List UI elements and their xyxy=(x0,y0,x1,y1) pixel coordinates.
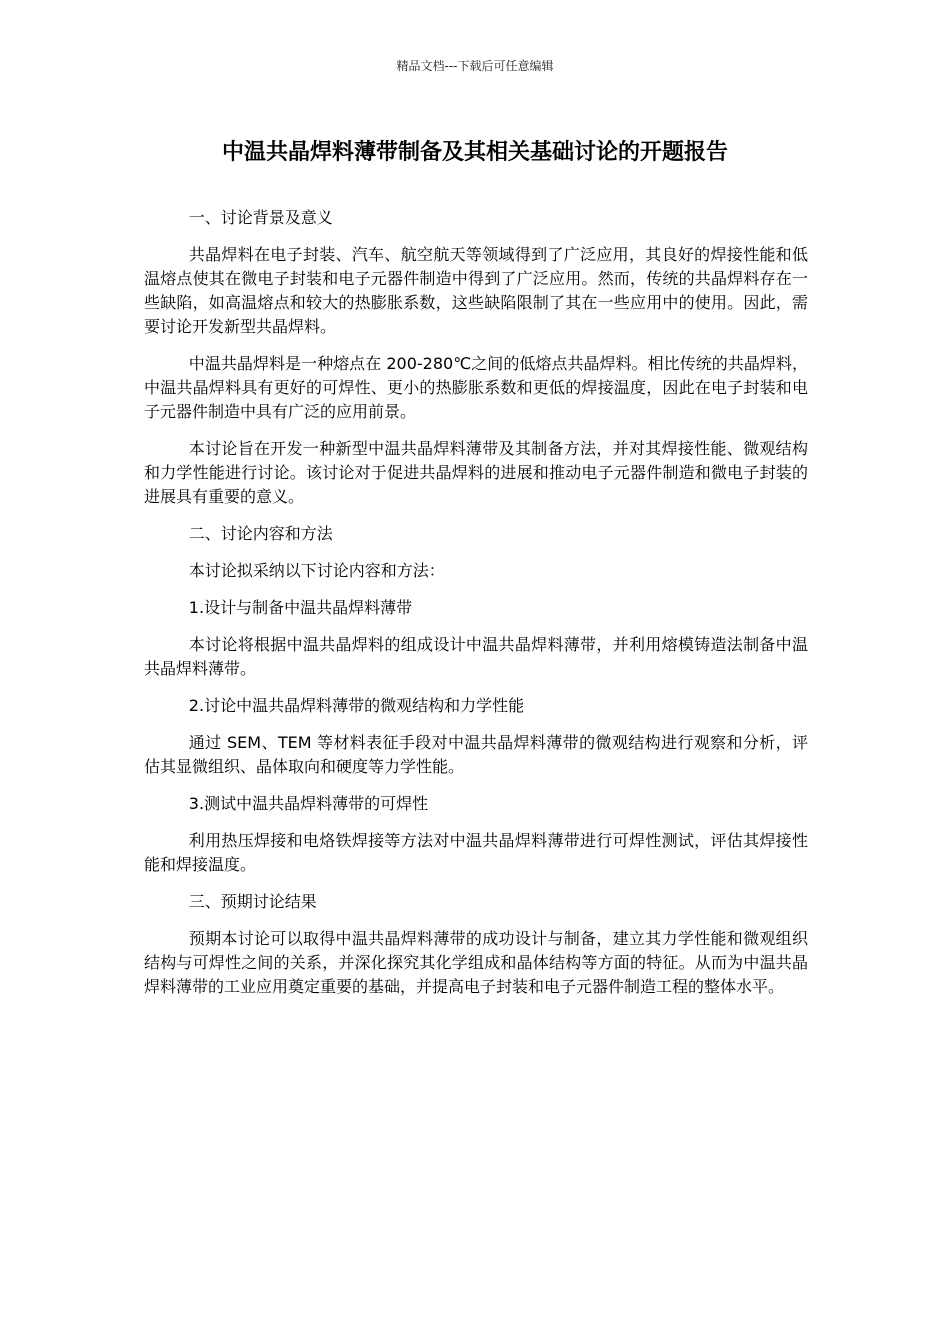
paragraph-methods-intro: 本讨论拟采纳以下讨论内容和方法： xyxy=(188,561,445,580)
document-body xyxy=(144,206,808,1012)
section-heading-background: 一、讨论背景及意义 xyxy=(188,208,333,227)
paragraph-design-preparation: 本讨论将根据中温共晶焊料的组成设计中温共晶焊料薄带，并利用熔模铸造法制备中温共晶焊料薄带。 xyxy=(144,635,808,678)
subheading-design-preparation: 1.设计与制备中温共晶焊料薄带 xyxy=(188,598,413,617)
page-header: 精品文档---下载后可任意编辑 xyxy=(396,59,554,73)
paragraph-microstructure: 通过 SEM、TEM 等材料表征手段对中温共晶焊料薄带的微观结构进行观察和分析，评估其显微组织、晶体取向和硬度等力学性能。 xyxy=(144,733,808,776)
section-heading-content-methods: 二、讨论内容和方法 xyxy=(188,524,333,543)
paragraph-expected-results: 预期本讨论可以取得中温共晶焊料薄带的成功设计与制备，建立其力学性能和微观组织结构与可焊性之间的关系，并深化探究其化学组成和晶体结构等方面的特征。从而为中温共晶焊料薄带的工业应用奠定重要的基础，并提高电子封装和电子元器件制造工程的整体水平。 xyxy=(144,929,808,996)
subheading-solderability: 3.测试中温共晶焊料薄带的可焊性 xyxy=(188,794,429,813)
paragraph-background-3: 本讨论旨在开发一种新型中温共晶焊料薄带及其制备方法，并对其焊接性能、微观结构和力学性能进行讨论。该讨论对于促进共晶焊料的进展和推动电子元器件制造和微电子封装的进展具有重要的意义。 xyxy=(144,439,808,506)
paragraph-background-1: 共晶焊料在电子封装、汽车、航空航天等领域得到了广泛应用，其良好的焊接性能和低温熔点使其在微电子封装和电子元器件制造中得到了广泛应用。然而，传统的共晶焊料存在一些缺陷，如高温熔点和较大的热膨胀系数，这些缺陷限制了其在一些应用中的使用。因此，需要讨论开发新型共晶焊料。 xyxy=(144,245,808,336)
paragraph-solderability: 利用热压焊接和电烙铁焊接等方法对中温共晶焊料薄带进行可焊性测试，评估其焊接性能和焊接温度。 xyxy=(144,831,808,874)
document-title: 中温共晶焊料薄带制备及其相关基础讨论的开题报告 xyxy=(221,140,728,165)
paragraph-background-2: 中温共晶焊料是一种熔点在 200-280℃之间的低熔点共晶焊料。相比传统的共晶焊料，中温共晶焊料具有更好的可焊性、更小的热膨胀系数和更低的焊接温度，因此在电子封装和电子元器件制造中具有广泛的应用前景。 xyxy=(144,354,808,421)
subheading-microstructure: 2.讨论中温共晶焊料薄带的微观结构和力学性能 xyxy=(188,696,525,715)
section-heading-expected-results: 三、预期讨论结果 xyxy=(188,892,317,911)
